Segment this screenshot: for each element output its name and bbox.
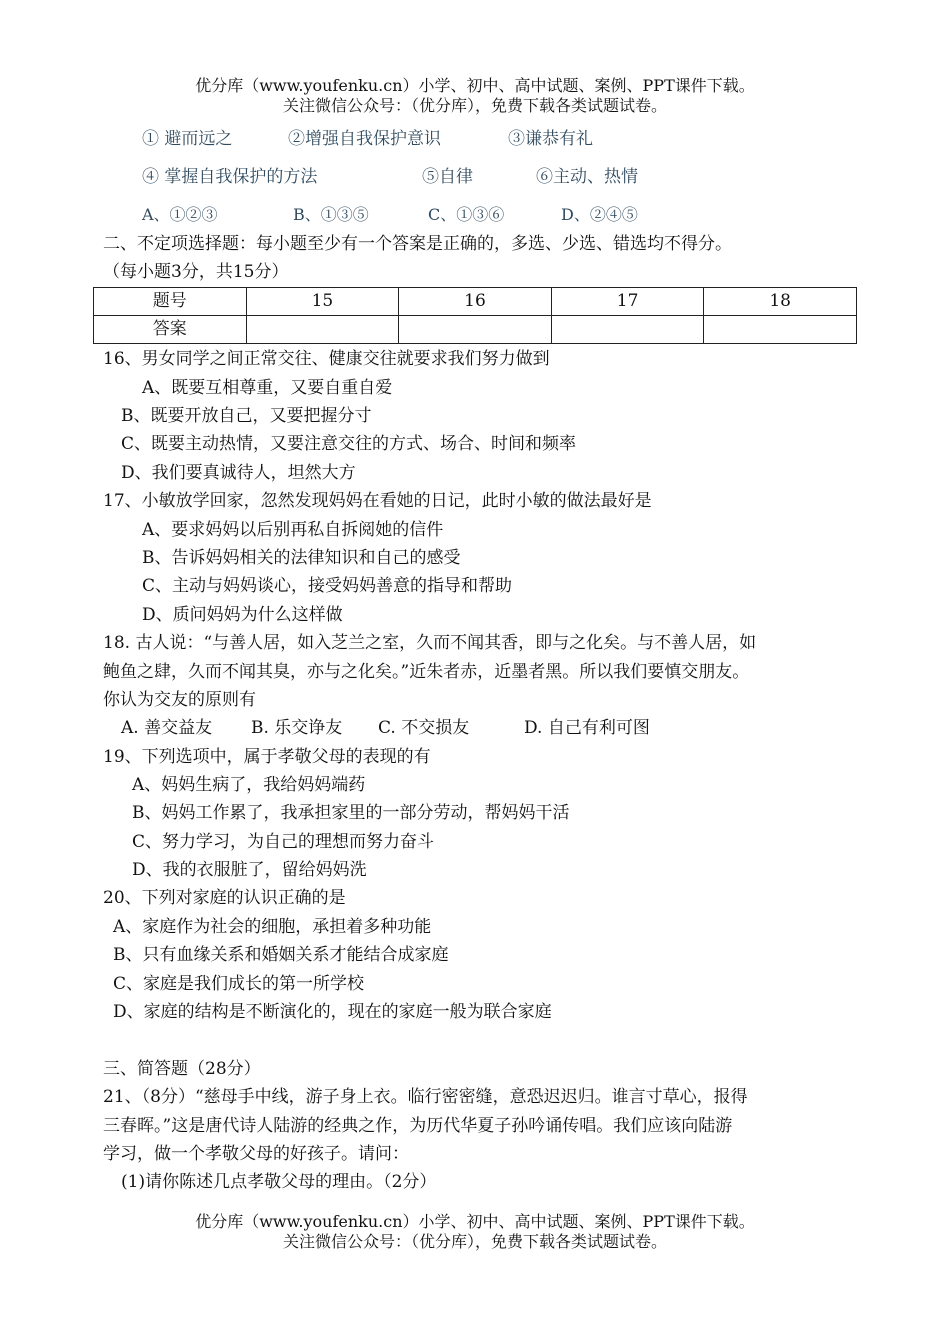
q21-line-2: 三春晖。”这是唐代诗人陆游的经典之作，为历代华夏子孙吟诵传唱。我们应该向陆游	[103, 1116, 733, 1136]
table-cell-label: 题号	[94, 288, 247, 316]
q18-option-b: B. 乐交诤友	[251, 718, 343, 738]
footer-line-2: 关注微信公众号：（优分库），免费下载各类试题试卷。	[282, 1232, 667, 1251]
q17-option-c: C、主动与妈妈谈心，接受妈妈善意的指导和帮助	[142, 576, 513, 596]
q19-stem: 19、下列选项中，属于孝敬父母的表现的有	[103, 747, 431, 767]
answer-table-answer-row	[94, 316, 857, 344]
q17-stem: 17、小敏放学回家，忽然发现妈妈在看她的日记，此时小敏的做法最好是	[103, 491, 652, 511]
q20-option-d: D、家庭的结构是不断演化的，现在的家庭一般为联合家庭	[113, 1002, 552, 1022]
footer-line-1: 优分库（www.youfenku.cn）小学、初中、高中试题、案例、PPT课件下载。	[195, 1212, 755, 1231]
q16-option-b: B、既要开放自己，又要把握分寸	[121, 406, 372, 426]
q21-line-1: 21、（8分）“慈母手中线，游子身上衣。临行密密缝，意恐迟迟归。谁言寸草心，报得	[103, 1087, 748, 1107]
header-line-1: 优分库（www.youfenku.cn）小学、初中、高中试题、案例、PPT课件下载。	[195, 76, 755, 95]
q20-option-b: B、只有血缘关系和婚姻关系才能结合成家庭	[113, 945, 449, 965]
q18-stem-line-1: 18. 古人说：“与善人居，如入芝兰之室，久而不闻其香，即与之化矣。与不善人居，如	[103, 633, 757, 653]
section-3-title: 三、简答题（28分）	[103, 1059, 261, 1079]
q19-option-a: A、妈妈生病了，我给妈妈端药	[132, 775, 366, 795]
section-2-note: （每小题3分，共15分）	[103, 262, 289, 282]
q15-item-5: ⑤自律	[422, 167, 473, 187]
table-cell-number: 15	[246, 288, 399, 316]
q15-choice-d: D、②④⑤	[561, 205, 638, 224]
table-cell-label: 答案	[94, 316, 247, 344]
answer-cell[interactable]	[246, 316, 399, 344]
q19-option-b: B、妈妈工作累了，我承担家里的一部分劳动，帮妈妈干活	[132, 803, 570, 823]
table-cell-number: 16	[399, 288, 552, 316]
q18-option-d: D. 自己有利可图	[524, 718, 650, 738]
q15-item-6: ⑥主动、热情	[536, 167, 638, 187]
q21-line-3: 学习，做一个孝敬父母的好孩子。请问：	[103, 1144, 409, 1164]
q20-option-a: A、家庭作为社会的细胞，承担着多种功能	[113, 917, 432, 937]
answer-table-header-row	[94, 288, 857, 316]
q18-option-c: C. 不交损友	[378, 718, 470, 738]
q15-choice-a: A、①②③	[142, 205, 218, 224]
table-cell-number: 17	[551, 288, 704, 316]
q15-item-2: ②增强自我保护意识	[288, 129, 441, 149]
q15-choice-c: C、①③⑥	[428, 205, 505, 224]
q19-option-c: C、努力学习，为自己的理想而努力奋斗	[132, 832, 435, 852]
table-cell-number: 18	[704, 288, 857, 316]
header-line-2: 关注微信公众号：（优分库），免费下载各类试题试卷。	[282, 96, 667, 115]
q15-item-1: ① 避而远之	[142, 129, 233, 149]
q15-item-3: ③谦恭有礼	[508, 129, 593, 149]
answer-cell[interactable]	[551, 316, 704, 344]
q19-option-d: D、我的衣服脏了，留给妈妈洗	[132, 860, 367, 880]
q17-option-d: D、质问妈妈为什么这样做	[142, 605, 343, 625]
q18-stem-line-3: 你认为交友的原则有	[103, 690, 256, 710]
q15-item-4: ④ 掌握自我保护的方法	[142, 167, 318, 187]
q17-option-b: B、告诉妈妈相关的法律知识和自己的感受	[142, 548, 461, 568]
q18-option-a: A. 善交益友	[121, 718, 213, 738]
q20-option-c: C、家庭是我们成长的第一所学校	[113, 974, 365, 994]
q18-stem-line-2: 鲍鱼之肆，久而不闻其臭，亦与之化矣。”近朱者赤，近墨者黑。所以我们要慎交朋友。	[103, 662, 750, 682]
q17-option-a: A、要求妈妈以后别再私自拆阅她的信件	[142, 520, 444, 540]
q16-option-c: C、既要主动热情，又要注意交往的方式、场合、时间和频率	[121, 434, 577, 454]
answer-table	[93, 287, 857, 344]
answer-cell[interactable]	[399, 316, 552, 344]
q20-stem: 20、下列对家庭的认识正确的是	[103, 888, 346, 908]
q21-subquestion-1: (1)请你陈述几点孝敬父母的理由。（2分）	[121, 1172, 437, 1192]
answer-cell[interactable]	[704, 316, 857, 344]
q16-stem: 16、男女同学之间正常交往、健康交往就要求我们努力做到	[103, 349, 550, 369]
section-2-title: 二、不定项选择题：每小题至少有一个答案是正确的，多选、少选、错选均不得分。	[103, 234, 732, 254]
q16-option-d: D、我们要真诚待人，坦然大方	[121, 463, 356, 483]
q15-choice-b: B、①③⑤	[293, 205, 369, 224]
q16-option-a: A、既要互相尊重，又要自重自爱	[142, 378, 393, 398]
